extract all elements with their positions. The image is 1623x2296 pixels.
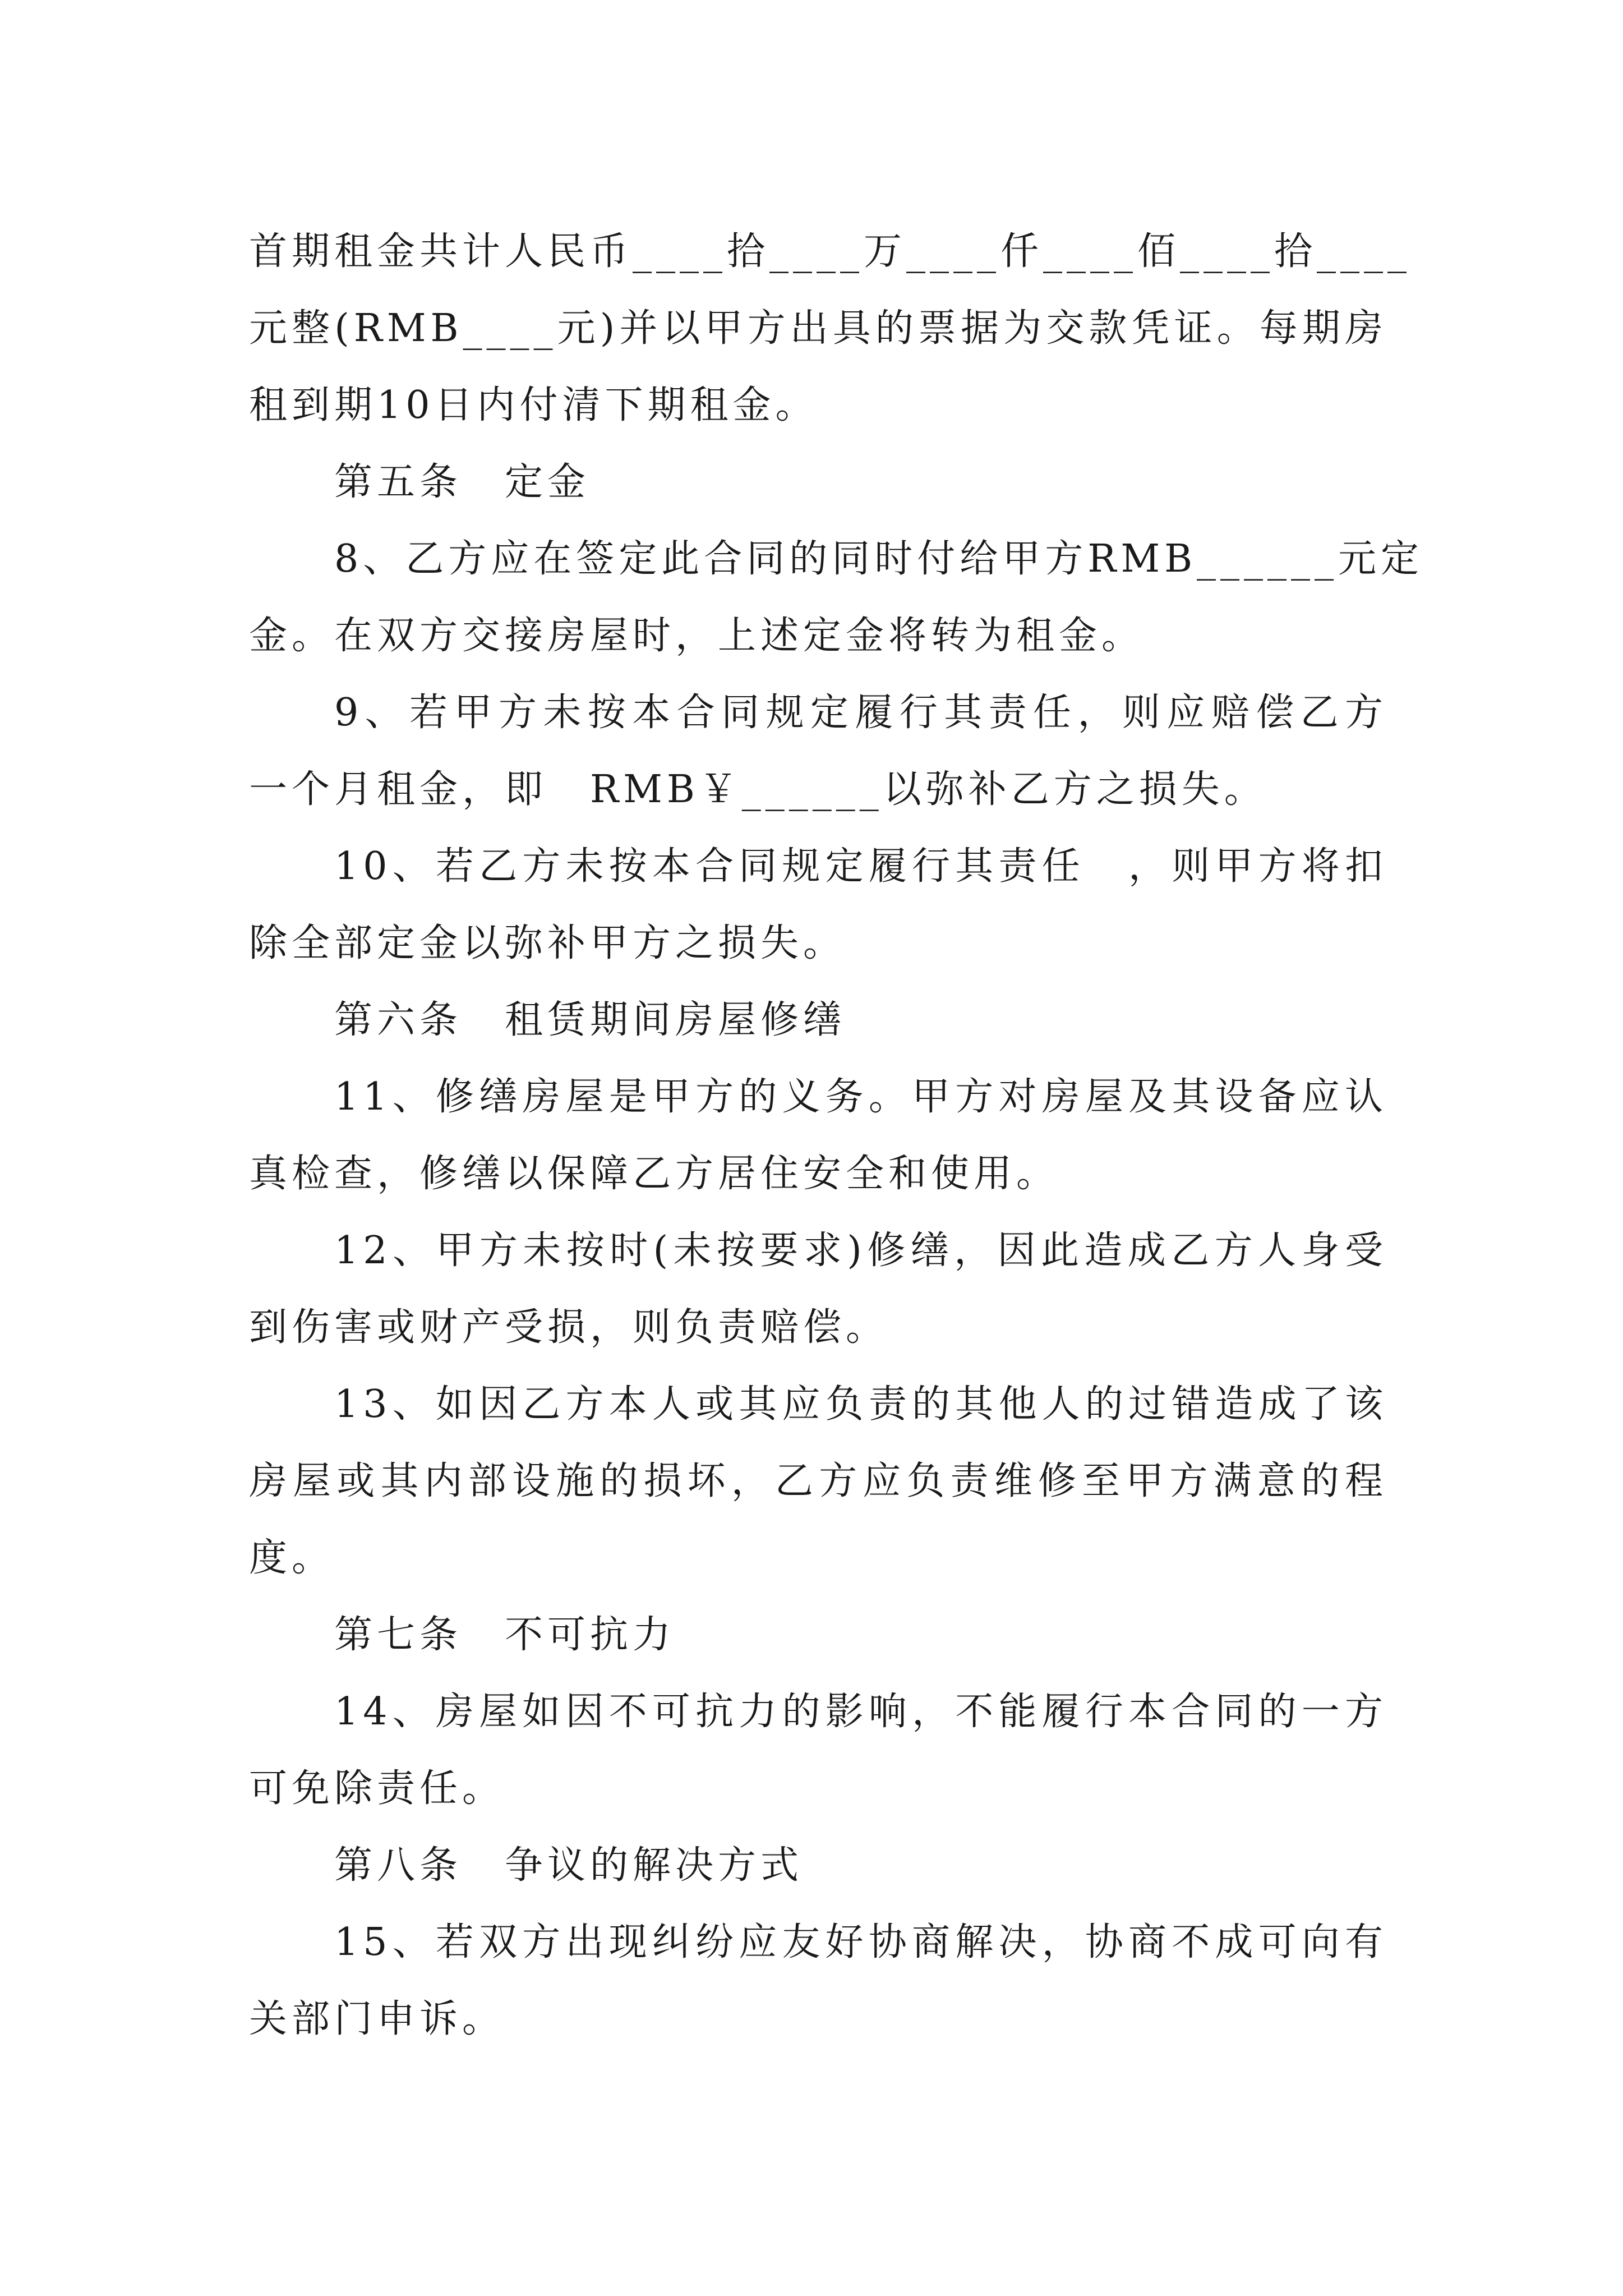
text-line: 8、乙方应在签定此合同的同时付给甲方RMB______元定 <box>334 537 1424 581</box>
text-line: 首期租金共计人民币____拾____万____仟____佰____拾____ <box>249 229 1412 274</box>
text-line: 一个月租金，即 RMB￥______以弥补乙方之损失。 <box>249 767 1267 812</box>
text-line: 13、如因乙方本人或其应负责的其他人的过错造成了该 <box>334 1382 1387 1427</box>
text-line: 12、甲方未按时(未按要求)修缮，因此造成乙方人身受 <box>334 1228 1387 1273</box>
text-line: 11、修缮房屋是甲方的义务。甲方对房屋及其设备应认 <box>334 1075 1387 1119</box>
text-line: 到伤害或财产受损，则负责赔偿。 <box>249 1305 889 1350</box>
text-line: 关部门申诉。 <box>249 1997 505 2041</box>
text-line: 金。在双方交接房屋时，上述定金将转为租金。 <box>249 614 1145 658</box>
text-line: 10、若乙方未按本合同规定履行其责任 ，则甲方将扣 <box>334 844 1387 889</box>
text-line: 房屋或其内部设施的损坏，乙方应负责维修至甲方满意的程 <box>249 1459 1387 1503</box>
text-line: 除全部定金以弥补甲方之损失。 <box>249 921 846 965</box>
text-line: 租到期10日内付清下期租金。 <box>249 383 818 427</box>
section-heading: 第八条 争议的解决方式 <box>334 1843 804 1888</box>
text-line: 元整(RMB____元)并以甲方出具的票据为交款凭证。每期房 <box>249 306 1387 351</box>
text-line: 14、房屋如因不可抗力的影响，不能履行本合同的一方 <box>334 1690 1387 1734</box>
text-line: 可免除责任。 <box>249 1766 505 1811</box>
text-line: 15、若双方出现纠纷应友好协商解决，协商不成可向有 <box>334 1920 1387 1964</box>
text-line: 度。 <box>249 1536 335 1580</box>
text-line: 真检查，修缮以保障乙方居住安全和使用。 <box>249 1152 1059 1196</box>
contract-text <box>249 213 1424 2058</box>
section-heading: 第七条 不可抗力 <box>334 1613 676 1657</box>
section-heading: 第五条 定金 <box>334 460 591 504</box>
section-heading: 第六条 租赁期间房屋修缮 <box>334 998 846 1042</box>
text-line: 9、若甲方未按本合同规定履行其责任，则应赔偿乙方 <box>334 691 1387 735</box>
